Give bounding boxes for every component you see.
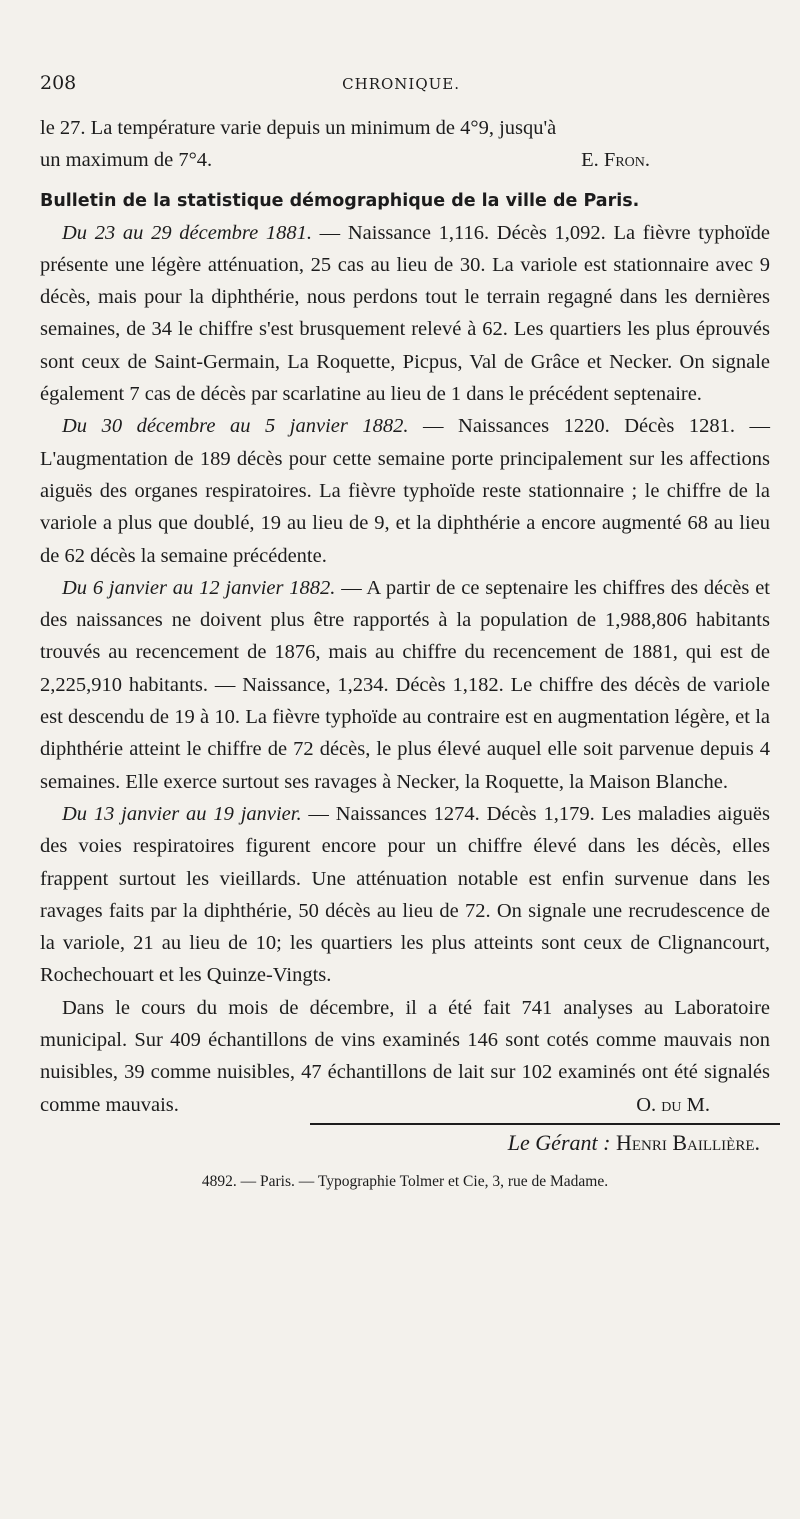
gerant-label: Le Gérant : <box>507 1129 611 1155</box>
section-3-date: Du 6 janvier au 12 janvier 1882. <box>62 576 336 599</box>
bulletin-title: Bulletin de la statistique démographique de la ville de Paris. <box>40 190 640 211</box>
running-head: CHRONIQUE. <box>342 75 460 93</box>
section-3-body: — A partir de ce septenaire les chiffres des décès et des naissances ne doivent plus être rapportés à la population de 1,988,806 habitants trouvés au recencement de 1876, mais au chiffre du recencement de 1881, qui est de 2,225,910 habitants. — Naissance, 1,234. Décès 1,182. Le chiffre des décès de variole est descendu de 19 à 10. La fièvre typhoïde au contraire est en augmentation légère, et la diphthérie atteint le chiffre de 72 décès, le plus élevé auquel elle soit parvenue depuis 4 semaines. Elle exerce surtout ses ravages à Necker, la Roquette, la Maison Blanche. <box>40 576 770 793</box>
intro-signature: E. Fron. <box>581 149 650 172</box>
intro-line-2 <box>40 144 770 176</box>
section-3 <box>40 572 770 798</box>
section-4-body: — Naissances 1274. Décès 1,179. Les maladies aiguës des voies respiratoires figurent encore pour un chiffre élevé dans les décès, elles frappent surtout les vieillards. Une atténuation notable est enfin survenue dans les ravages faits par la diphthérie, 50 décès au lieu de 72. On signale une recrudescence de la variole, 21 au lieu de 10; les quartiers les plus atteints sont ceux de Clignancourt, Rochechouart et les Quinze-Vingts. <box>40 802 770 987</box>
section-1 <box>40 217 770 411</box>
section-4 <box>40 798 770 992</box>
page-header <box>40 72 770 112</box>
section-4-date: Du 13 janvier au 19 janvier. <box>62 802 302 825</box>
intro-line-1: le 27. La température varie depuis un minimum de 4°9, jusqu'à <box>40 117 557 139</box>
closing-text: Dans le cours du mois de décembre, il a été fait 741 analyses au Laboratoire municipal. Sur 409 échantillons de vins examinés 146 sont cotés comme mauvais non nuisibles, 39 comme nuisibles, 47 échantillons de lait sur 102 examinés ont été signalés comme mauvais. <box>40 996 770 1116</box>
section-2-date: Du 30 décembre au 5 janvier 1882. <box>62 415 409 438</box>
section-2-body: — Naissances 1220. Décès 1281. — L'augmentation de 189 décès pour cette semaine porte principalement sur les affections aiguës des organes respiratoires. La fièvre typhoïde reste stationnaire ; le chiffre de la variole a plus que doublé, 19 au lieu de 9, et la diphthérie a encore augmenté 68 au lieu de 62 décès la semaine précédente. <box>40 415 770 567</box>
closing-signature: O. du M. <box>636 1093 710 1116</box>
intro-text-2: un maximum de 7°4. <box>40 149 213 172</box>
printer-footer: 4892. — Paris. — Typographie Tolmer et Cie, 3, rue de Madame. <box>201 1172 609 1190</box>
section-2 <box>40 410 770 571</box>
section-1-body: — Naissance 1,116. Décès 1,092. La fièvre typhoïde présente une légère atténuation, 25 cas au lieu de 30. La variole est stationnaire avec 9 décès, mais pour la diphthérie, nous perdons tout le terrain regagné dans les dernières semaines, de 34 le chiffre s'est brusquement relevé à 62. Les quartiers les plus éprouvés sont ceux de Saint-Germain, La Roquette, Picpus, Val de Grâce et Necker. On signale également 7 cas de décès par scarlatine au lieu de 1 dans le précédent septenaire. <box>40 221 771 406</box>
gerant-name: Henri Baillière. <box>615 1129 760 1155</box>
gerant-line <box>40 1125 760 1161</box>
page-number: 208 <box>40 72 77 94</box>
closing-paragraph <box>40 992 770 1121</box>
section-1-date: Du 23 au 29 décembre 1881. <box>62 221 312 244</box>
